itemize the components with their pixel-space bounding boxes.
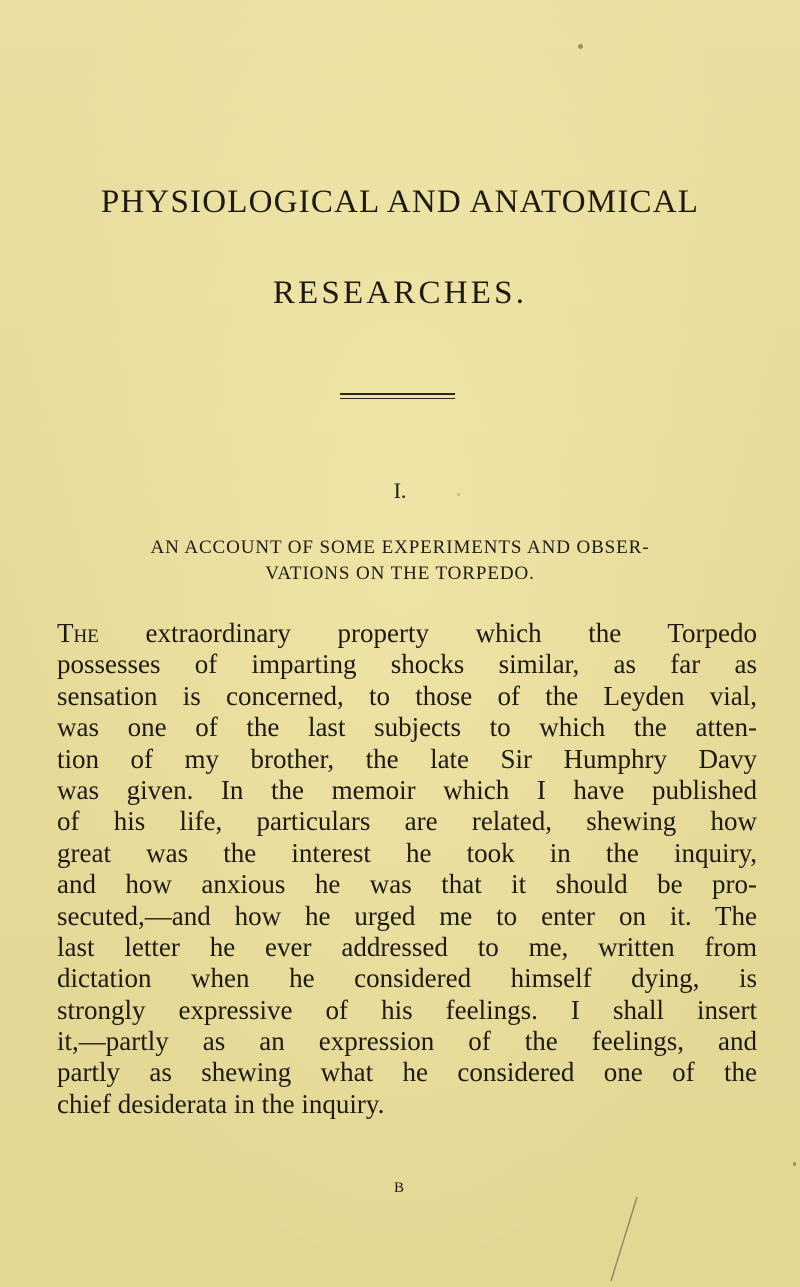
body-line: chief desiderata in the inquiry. [57,1088,385,1119]
body-line: it,—partly as an expression of the feelings, and [57,1026,757,1057]
body-line: was given. In the memoir which I have published [57,774,757,805]
paper-spot [457,493,460,496]
body-line: The extraordinary property which the Torpedo [57,618,757,648]
paper-spot [793,1162,796,1166]
page-title-line-1: PHYSIOLOGICAL AND ANATOMICAL [100,184,700,220]
double-rule-divider [340,393,455,403]
body-line: secuted,—and how he urged me to enter on it. The [57,900,757,931]
body-line: of his life, particulars are related, shewing how [57,806,757,837]
body-line: strongly expressive of his feelings. I shall insert [57,994,757,1025]
body-line: possesses of imparting shocks similar, as far as [57,649,757,680]
body-line: sensation is concerned, to those of the Leyden vial, [57,680,757,711]
body-line: last letter he ever addressed to me, written from [57,931,757,962]
section-number: I. [393,478,407,503]
pencil-stroke-mark [605,1195,645,1285]
body-line: partly as shewing what he considered one of the [57,1057,757,1088]
signature-mark: B [394,1180,406,1196]
body-line: dictation when he considered himself dying, is [57,963,757,994]
body-line: great was the interest he took in the inquiry, [57,837,757,868]
paper-spot [578,44,583,49]
body-line: and how anxious he was that it should be pro- [57,869,757,900]
page-title-line-2: RESEARCHES. [272,275,528,311]
section-heading-line-1: AN ACCOUNT OF SOME EXPERIMENTS AND OBSER- [150,537,650,558]
section-heading-line-2: VATIONS ON THE TORPEDO. [265,563,535,584]
body-paragraph [57,618,757,1120]
body-line: was one of the last subjects to which the atten- [57,712,757,743]
drop-first-word: The [57,618,99,648]
body-line: tion of my brother, the late Sir Humphry Davy [57,743,757,774]
